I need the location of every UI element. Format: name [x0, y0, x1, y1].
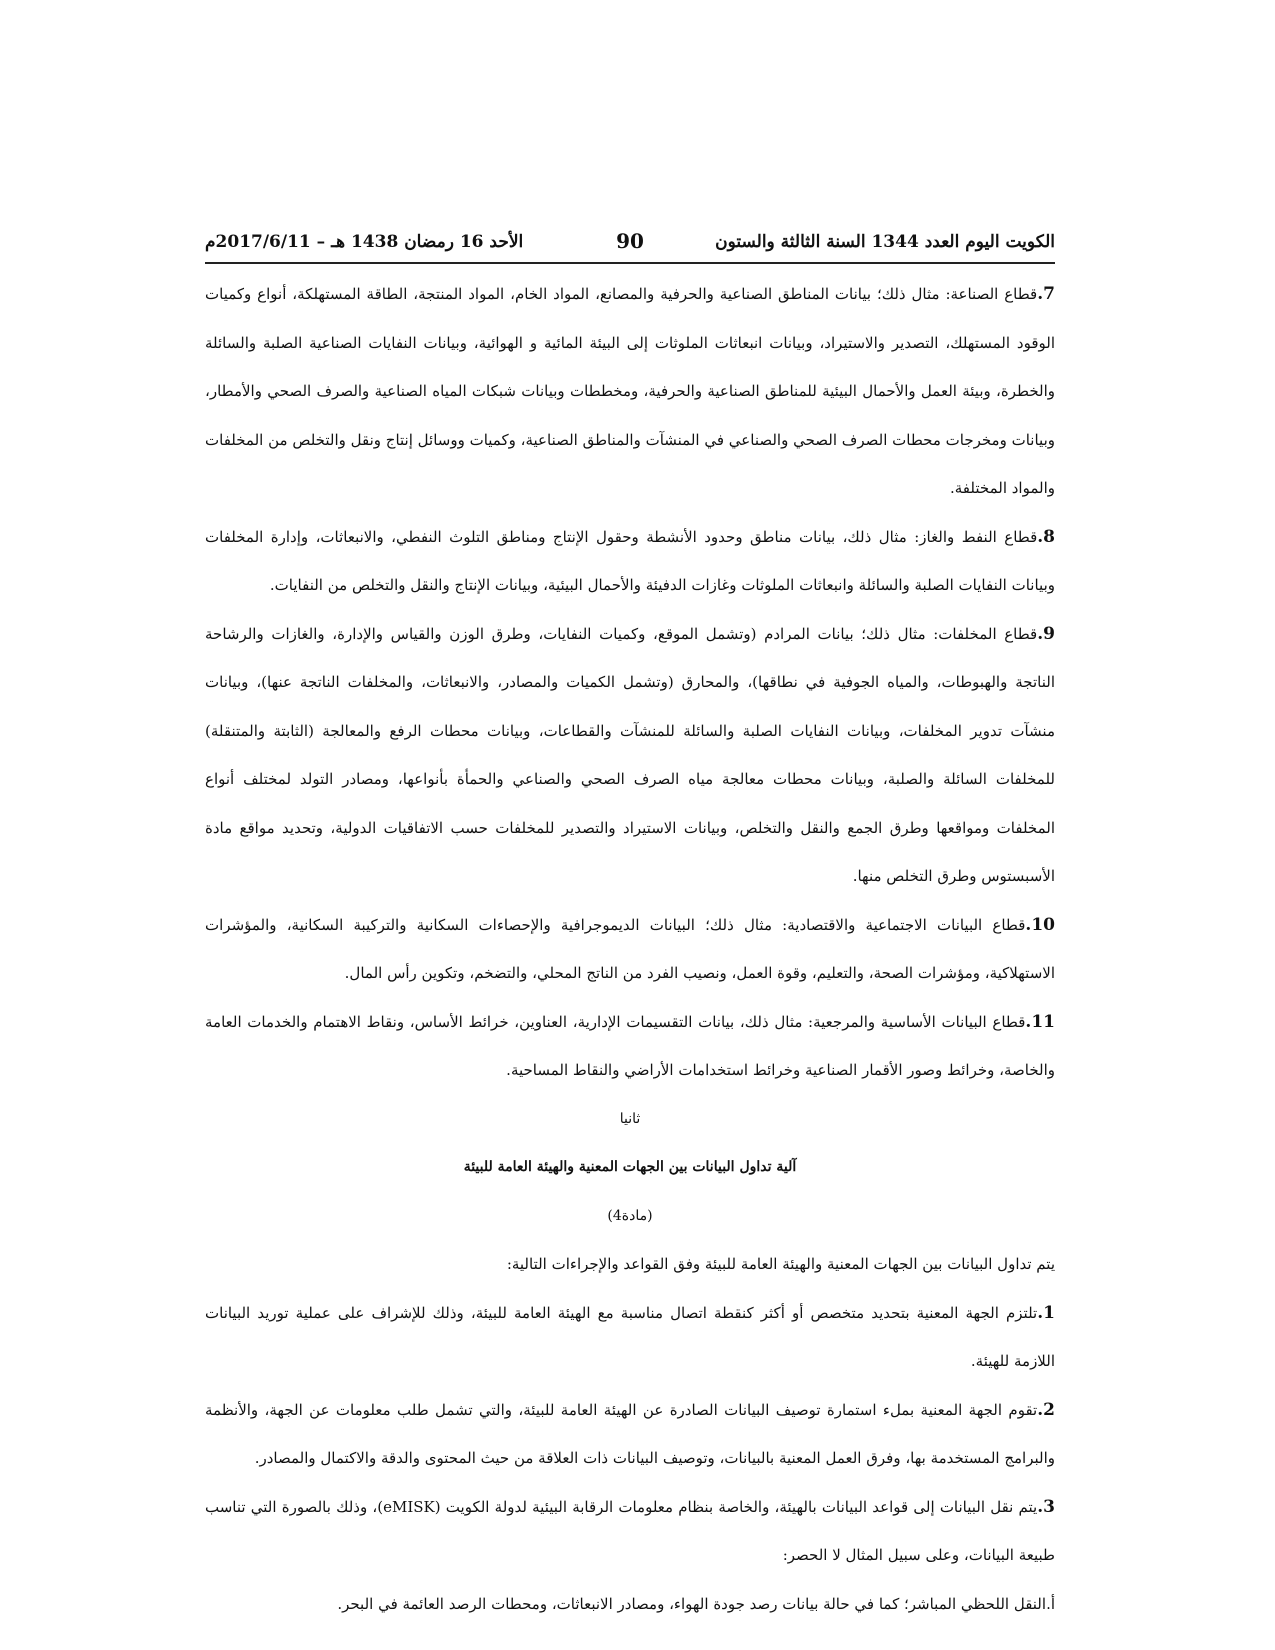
sub-item: [205, 1580, 1055, 1629]
item-number: 7.: [1037, 284, 1055, 304]
list-item: [205, 610, 1055, 901]
procedure-step: [205, 1289, 1055, 1386]
list-item: [205, 513, 1055, 610]
gazette-issue-info: الكويت اليوم العدد 1344 السنة الثالثة والستون: [715, 232, 1055, 252]
item-number: 8.: [1037, 526, 1055, 547]
step-text: تقوم الجهة المعنية بملء استمارة توصيف البيانات الصادرة عن الهيئة العامة للبيئة، والتي تشمل طلب معلومات عن الجهة، والأنظمة والبرامج المستخدمة بها، وفرق العمل المعنية بالبيانات، وتوصيف البيانات ذات العلاقة من حيث المحتوى والدقة والاكتمال والمصادر.: [205, 1400, 1055, 1467]
step-number: 3.: [1037, 1496, 1055, 1517]
item-number: 11.: [1025, 1011, 1055, 1032]
item-text: قطاع البيانات الأساسية والمرجعية: مثال ذلك، بيانات التقسيمات الإدارية، العناوين، خرائط الأساس، ونقاط الاهتمام والخدمات العامة والخاصة، وخرائط وصور الأقمار الصناعية وخرائط استخدامات الأراضي والنقاط المساحية.: [205, 1012, 1055, 1079]
page-header: [205, 228, 1055, 264]
publication-date: الأحد 16 رمضان 1438 هـ – 2017/6/11م: [205, 232, 524, 252]
item-number: 10.: [1025, 914, 1055, 935]
section-title: آلية تداول البيانات بين الجهات المعنية والهيئة العامة للبيئة: [463, 1159, 797, 1175]
step-number: 1.: [1037, 1302, 1055, 1323]
sub-item-text: النقل اللحظي المباشر؛ كما في حالة بيانات رصد جودة الهواء، ومصادر الانبعاثات، ومحطات الرصد العائمة في البحر.: [337, 1594, 1047, 1613]
document-body: [205, 270, 1055, 1628]
step-number: 2.: [1037, 1399, 1055, 1420]
section-intro: يتم تداول البيانات بين الجهات المعنية والهيئة العامة للبيئة وفق القواعد والإجراءات التالية:: [506, 1255, 1055, 1273]
item-text: قطاع الصناعة: مثال ذلك؛ بيانات المناطق الصناعية والحرفية والمصانع، المواد الخام، المواد المنتجة، الطاقة المستهلكة، أنواع وكميات الوقود المستهلك، التصدير والاستيراد، وبيانات انبعاثات الملوثات إلى البيئة المائية و الهوائية، وبيانات النفايات الصناعية الصلبة والسائلة والخطرة، وبيئة العمل والأحمال البيئية للمناطق الصناعية والحرفية، ومخططات وبيانات شبكات المياه الصناعية والصرف الصحي والأمطار، وبيانات ومخرجات محطات الصرف الصحي والصناعي في المنشآت والمناطق الصناعية، وكميات ووسائل إنتاج ونقل والتخلص من المخلفات والمواد المختلفة.: [205, 285, 1055, 497]
step-text: تلتزم الجهة المعنية بتحديد متخصص أو أكثر كنقطة اتصال مناسبة مع الهيئة العامة للبيئة، وذلك للإشراف على عملية توريد البيانات اللازمة للهيئة.: [205, 1303, 1055, 1370]
list-item: [205, 901, 1055, 998]
article-label: (مادة4): [607, 1207, 653, 1224]
procedure-step: [205, 1483, 1055, 1580]
step-text: يتم نقل البيانات إلى قواعد البيانات بالهيئة، والخاصة بنظام معلومات الرقابة البيئية لدولة الكويت (eMISK)، وذلك بالصورة التي تناسب طبيعة البيانات، وعلى سبيل المثال لا الحصر:: [205, 1497, 1055, 1564]
procedure-step: [205, 1386, 1055, 1483]
section-label: ثانيا: [619, 1110, 641, 1127]
item-text: قطاع المخلفات: مثال ذلك؛ بيانات المرادم (وتشمل الموقع، وكميات النفايات، وطرق الوزن والقياس والإدارة، والغازات والرشاحة الناتجة والهبوطات، والمياه الجوفية في نطاقها)، والمحارق (وتشمل الكميات والمصادر، والانبعاثات، والمخلفات الناتجة عنها)، وبيانات منشآت تدوير المخلفات، وبيانات النفايات الصلبة والسائلة للمنشآت والقطاعات، وبيانات محطات الرفع والمعالجة (الثابتة والمتنقلة) للمخلفات السائلة والصلبة، وبيانات محطات معالجة مياه الصرف الصحي والصناعي والحمأة بأنواعها، ومصادر التولد لمختلف أنواع المخلفات ومواقعها وطرق الجمع والنقل والتخلص، وبيانات الاستيراد والتصدير للمخلفات حسب الاتفاقيات الدولية، وتحديد مواقع مادة الأسبستوس وطرق التخلص منها.: [205, 624, 1055, 885]
item-text: قطاع النفط والغاز: مثال ذلك، بيانات مناطق وحدود الأنشطة وحقول الإنتاج ومناطق التلوث النفطي، والانبعاثات، وإدارة المخلفات وبيانات النفايات الصلبة والسائلة وانبعاثات الملوثات وغازات الدفيئة والأحمال البيئية، وبيانات الإنتاج والنقل والتخلص من النفايات.: [205, 527, 1055, 594]
list-item: [205, 270, 1055, 513]
page-number: 90: [616, 229, 644, 253]
list-item: [205, 998, 1055, 1095]
sub-item-label: أ.: [1046, 1594, 1055, 1613]
item-text: قطاع البيانات الاجتماعية والاقتصادية: مثال ذلك؛ البيانات الديموجرافية والإحصاءات السكانية والتركيبة السكانية، والمؤشرات الاستهلاكية، ومؤشرات الصحة، والتعليم، وقوة العمل، ونصيب الفرد من الناتج المحلي، والتضخم، وتكوين رأس المال.: [205, 915, 1055, 982]
item-number: 9.: [1037, 623, 1055, 644]
